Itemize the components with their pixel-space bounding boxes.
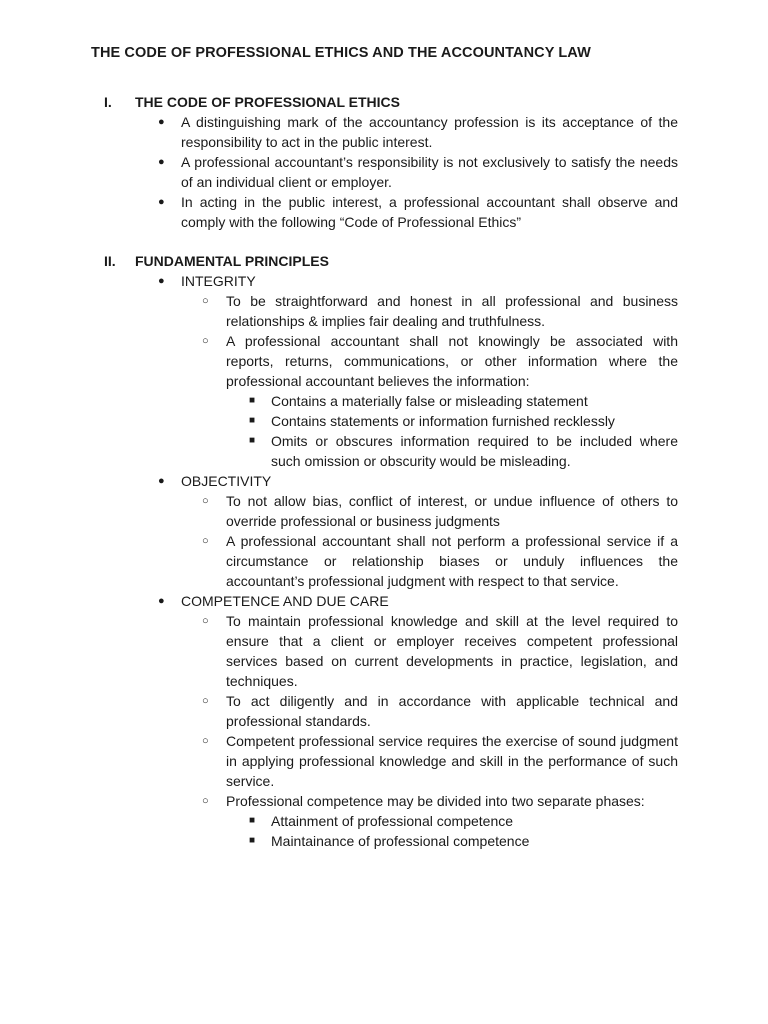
- section-title: THE CODE OF PROFESSIONAL ETHICS: [135, 94, 400, 110]
- list-item-text: A professional accountant shall not knowingly be associated with reports, returns, communications, or other information where the professional accountant believes the information:: [226, 333, 678, 389]
- section-number: II.: [104, 253, 116, 269]
- section-title: FUNDAMENTAL PRINCIPLES: [135, 253, 329, 269]
- principle-name: INTEGRITY: [181, 273, 256, 289]
- section-number: I.: [104, 94, 112, 110]
- list-item: [0, 691, 678, 731]
- section-code-of-ethics: [0, 92, 768, 232]
- square-bullet-icon: ■: [249, 435, 256, 446]
- bullet-icon: ●: [158, 196, 165, 208]
- square-bullet-icon: ■: [249, 835, 256, 846]
- principle-integrity: [0, 271, 678, 291]
- list-item-text: A distinguishing mark of the accountancy profession is its acceptance of the responsibility to act in the public interest.: [181, 114, 678, 150]
- list-item: [0, 531, 678, 591]
- list-item: [0, 791, 678, 811]
- list-item-text: Attainment of professional competence: [271, 813, 514, 829]
- bullet-icon: ●: [158, 275, 165, 287]
- list-item-text: To act diligently and in accordance with applicable technical and professional standards.: [226, 693, 678, 729]
- principle-name: COMPETENCE AND DUE CARE: [181, 593, 389, 609]
- list-item: [0, 152, 678, 192]
- circle-bullet-icon: ○: [202, 735, 209, 747]
- list-item: [0, 831, 678, 851]
- list-item-text: To maintain professional knowledge and skill at the level required to ensure that a client or employer receives competent professional services based on current developments in practice, legislation, and techniques.: [226, 613, 678, 689]
- square-bullet-icon: ■: [249, 415, 256, 426]
- section-heading: [0, 92, 768, 112]
- list-item: [0, 431, 678, 471]
- principle-objectivity: [0, 471, 678, 491]
- principle-competence: [0, 591, 678, 611]
- list-item-text: Competent professional service requires the exercise of sound judgment in applying professional knowledge and skill in the performance of such service.: [226, 733, 678, 789]
- list-item: [0, 331, 678, 391]
- list-item-text: Contains statements or information furnished recklessly: [271, 413, 615, 429]
- circle-bullet-icon: ○: [202, 535, 209, 547]
- circle-bullet-icon: ○: [202, 795, 209, 807]
- circle-bullet-icon: ○: [202, 335, 209, 347]
- list-item: [0, 491, 678, 531]
- square-bullet-icon: ■: [249, 395, 256, 406]
- list-item: [0, 112, 678, 152]
- bullet-icon: ●: [158, 116, 165, 128]
- list-item: [0, 611, 678, 691]
- circle-bullet-icon: ○: [202, 695, 209, 707]
- list-item-text: A professional accountant’s responsibility is not exclusively to satisfy the needs of an individual client or employer.: [181, 154, 678, 190]
- bullet-icon: ●: [158, 475, 165, 487]
- list-item-text: To be straightforward and honest in all professional and business relationships & implies fair dealing and truthfulness.: [226, 293, 678, 329]
- circle-bullet-icon: ○: [202, 295, 209, 307]
- list-item: [0, 391, 678, 411]
- circle-bullet-icon: ○: [202, 495, 209, 507]
- list-item-text: Omits or obscures information required to be included where such omission or obscurity would be misleading.: [271, 433, 678, 469]
- list-item-text: Contains a materially false or misleading statement: [271, 393, 588, 409]
- list-item-text: To not allow bias, conflict of interest, or undue influence of others to override professional or business judgments: [226, 493, 678, 529]
- document-title: THE CODE OF PROFESSIONAL ETHICS AND THE ACCOUNTANCY LAW: [91, 45, 591, 61]
- list-item-text: In acting in the public interest, a professional accountant shall observe and comply with the following “Code of Professional Ethics”: [181, 194, 678, 230]
- list-item-text: Maintainance of professional competence: [271, 833, 530, 849]
- list-item: [0, 411, 678, 431]
- list-item: [0, 291, 678, 331]
- list-item: [0, 811, 678, 831]
- section-heading: [0, 251, 768, 271]
- list-item: [0, 192, 678, 232]
- bullet-icon: ●: [158, 156, 165, 168]
- circle-bullet-icon: ○: [202, 615, 209, 627]
- bullet-icon: ●: [158, 595, 165, 607]
- list-item-text: A professional accountant shall not perform a professional service if a circumstance or relationship biases or unduly influences the accountant’s professional judgment with respect to that service.: [226, 533, 678, 589]
- list-item: [0, 731, 678, 791]
- list-item-text: Professional competence may be divided into two separate phases:: [226, 793, 645, 809]
- principle-name: OBJECTIVITY: [181, 473, 272, 489]
- square-bullet-icon: ■: [249, 815, 256, 826]
- section-fundamental-principles: [0, 251, 768, 851]
